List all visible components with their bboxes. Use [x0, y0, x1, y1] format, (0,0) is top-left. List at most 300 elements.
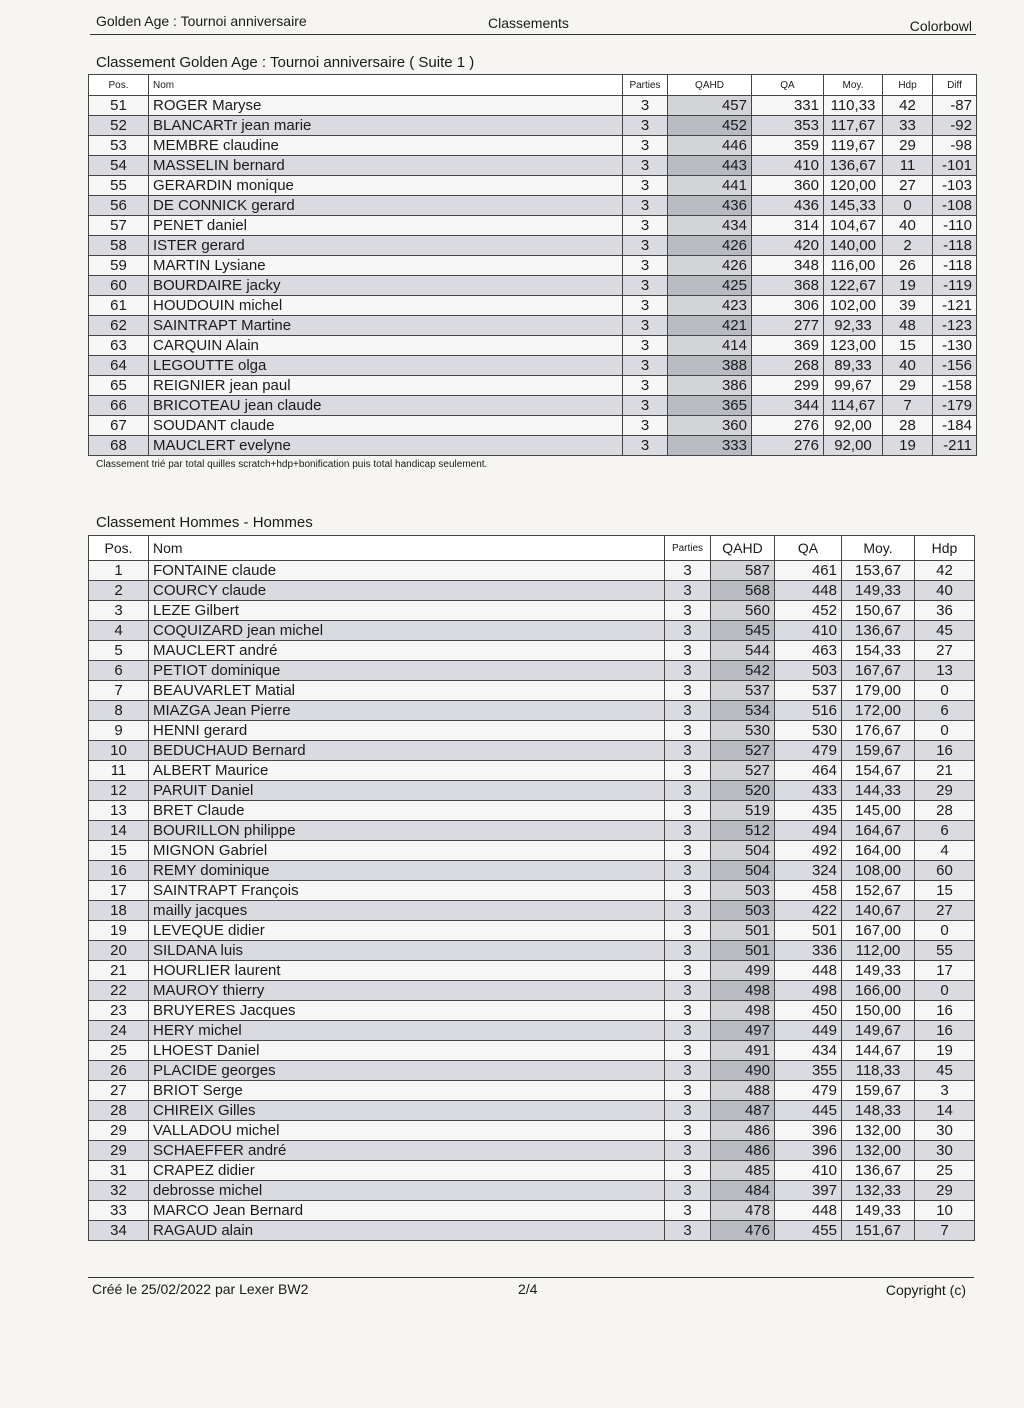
cell-hdp: 2	[883, 236, 933, 256]
cell-parties: 3	[623, 196, 668, 216]
cell-qahd: 527	[711, 761, 775, 781]
table-row	[89, 356, 977, 376]
cell-qahd: 542	[711, 661, 775, 681]
cell-name: REIGNIER jean paul	[149, 376, 623, 396]
cell-qahd: 499	[711, 961, 775, 981]
cell-parties: 3	[623, 116, 668, 136]
cell-moy: 118,33	[842, 1061, 915, 1081]
cell-pos: 59	[89, 256, 149, 276]
cell-parties: 3	[665, 921, 711, 941]
table-row	[89, 701, 975, 721]
cell-pos: 9	[89, 721, 149, 741]
cell-qa: 397	[775, 1181, 842, 1201]
column-header-pos: Pos.	[89, 536, 149, 561]
cell-parties: 3	[623, 136, 668, 156]
cell-name: ISTER gerard	[149, 236, 623, 256]
cell-qa: 461	[775, 561, 842, 581]
cell-qa: 396	[775, 1141, 842, 1161]
cell-hdp: 29	[915, 1181, 975, 1201]
cell-parties: 3	[623, 316, 668, 336]
table-row	[89, 641, 975, 661]
cell-moy: 154,67	[842, 761, 915, 781]
cell-qa: 464	[775, 761, 842, 781]
cell-name: HERY michel	[149, 1021, 665, 1041]
cell-diff: -184	[933, 416, 977, 436]
cell-hdp: 27	[915, 641, 975, 661]
cell-name: COURCY claude	[149, 581, 665, 601]
cell-moy: 116,00	[824, 256, 883, 276]
table-row	[89, 1001, 975, 1021]
cell-qahd: 388	[668, 356, 752, 376]
cell-pos: 52	[89, 116, 149, 136]
cell-hdp: 25	[915, 1161, 975, 1181]
cell-name: VALLADOU michel	[149, 1121, 665, 1141]
cell-hdp: 40	[883, 356, 933, 376]
cell-qahd: 503	[711, 901, 775, 921]
table-row	[89, 941, 975, 961]
cell-moy: 150,67	[842, 601, 915, 621]
footer-created-info: Créé le 25/02/2022 par Lexer BW2	[92, 1281, 309, 1297]
cell-qahd: 519	[711, 801, 775, 821]
cell-moy: 110,33	[824, 96, 883, 116]
cell-hdp: 13	[915, 661, 975, 681]
cell-hdp: 16	[915, 1001, 975, 1021]
cell-moy: 145,33	[824, 196, 883, 216]
cell-name: BEDUCHAUD Bernard	[149, 741, 665, 761]
cell-pos: 55	[89, 176, 149, 196]
cell-moy: 92,00	[824, 436, 883, 456]
cell-name: CARQUIN Alain	[149, 336, 623, 356]
cell-pos: 17	[89, 881, 149, 901]
cell-name: MIGNON Gabriel	[149, 841, 665, 861]
cell-hdp: 29	[915, 781, 975, 801]
cell-parties: 3	[623, 96, 668, 116]
cell-qahd: 504	[711, 841, 775, 861]
cell-pos: 32	[89, 1181, 149, 1201]
cell-parties: 3	[665, 1081, 711, 1101]
table-row	[89, 416, 977, 436]
cell-pos: 12	[89, 781, 149, 801]
cell-name: SILDANA luis	[149, 941, 665, 961]
cell-diff: -211	[933, 436, 977, 456]
cell-hdp: 0	[915, 681, 975, 701]
cell-parties: 3	[623, 236, 668, 256]
cell-parties: 3	[665, 741, 711, 761]
cell-parties: 3	[665, 1001, 711, 1021]
header-tournament-name: Golden Age : Tournoi anniversaire	[96, 13, 307, 29]
cell-moy: 136,67	[842, 621, 915, 641]
cell-qahd: 497	[711, 1021, 775, 1041]
cell-name: FONTAINE claude	[149, 561, 665, 581]
cell-moy: 117,67	[824, 116, 883, 136]
cell-qahd: 488	[711, 1081, 775, 1101]
table-row	[89, 1141, 975, 1161]
cell-qa: 498	[775, 981, 842, 1001]
cell-moy: 179,00	[842, 681, 915, 701]
cell-qahd: 423	[668, 296, 752, 316]
cell-moy: 108,00	[842, 861, 915, 881]
cell-name: mailly jacques	[149, 901, 665, 921]
cell-name: BRUYERES Jacques	[149, 1001, 665, 1021]
cell-moy: 148,33	[842, 1101, 915, 1121]
cell-hdp: 42	[883, 96, 933, 116]
cell-pos: 57	[89, 216, 149, 236]
cell-qa: 336	[775, 941, 842, 961]
cell-qahd: 486	[711, 1141, 775, 1161]
cell-parties: 3	[665, 581, 711, 601]
cell-hdp: 19	[915, 1041, 975, 1061]
cell-moy: 119,67	[824, 136, 883, 156]
cell-hdp: 33	[883, 116, 933, 136]
table-row	[89, 821, 975, 841]
table-row	[89, 1121, 975, 1141]
cell-hdp: 30	[915, 1141, 975, 1161]
cell-moy: 166,00	[842, 981, 915, 1001]
cell-qa: 410	[775, 621, 842, 641]
cell-name: SCHAEFFER andré	[149, 1141, 665, 1161]
cell-qahd: 490	[711, 1061, 775, 1081]
cell-moy: 140,67	[842, 901, 915, 921]
cell-hdp: 60	[915, 861, 975, 881]
cell-qa: 450	[775, 1001, 842, 1021]
cell-hdp: 30	[915, 1121, 975, 1141]
cell-name: RAGAUD alain	[149, 1221, 665, 1241]
cell-parties: 3	[665, 1161, 711, 1181]
cell-qahd: 501	[711, 921, 775, 941]
table-row	[89, 296, 977, 316]
cell-parties: 3	[665, 841, 711, 861]
cell-name: HOURLIER laurent	[149, 961, 665, 981]
table-row	[89, 136, 977, 156]
cell-qahd: 527	[711, 741, 775, 761]
cell-qahd: 452	[668, 116, 752, 136]
table-row	[89, 861, 975, 881]
cell-qa: 452	[775, 601, 842, 621]
cell-pos: 67	[89, 416, 149, 436]
cell-qa: 537	[775, 681, 842, 701]
cell-name: LEGOUTTE olga	[149, 356, 623, 376]
cell-hdp: 26	[883, 256, 933, 276]
cell-moy: 164,67	[842, 821, 915, 841]
cell-parties: 3	[665, 1101, 711, 1121]
cell-name: PARUIT Daniel	[149, 781, 665, 801]
cell-pos: 13	[89, 801, 149, 821]
cell-parties: 3	[623, 356, 668, 376]
table-row	[89, 761, 975, 781]
table-row	[89, 116, 977, 136]
cell-hdp: 16	[915, 741, 975, 761]
cell-qahd: 360	[668, 416, 752, 436]
cell-name: PETIOT dominique	[149, 661, 665, 681]
cell-parties: 3	[665, 901, 711, 921]
cell-qahd: 498	[711, 981, 775, 1001]
cell-parties: 3	[665, 941, 711, 961]
cell-name: BEAUVARLET Matial	[149, 681, 665, 701]
cell-qa: 494	[775, 821, 842, 841]
cell-pos: 3	[89, 601, 149, 621]
cell-pos: 21	[89, 961, 149, 981]
cell-qa: 276	[752, 436, 824, 456]
table-row	[89, 1061, 975, 1081]
cell-hdp: 36	[915, 601, 975, 621]
cell-hdp: 0	[915, 721, 975, 741]
table-row	[89, 396, 977, 416]
cell-hdp: 39	[883, 296, 933, 316]
table-row	[89, 881, 975, 901]
cell-qa: 448	[775, 1201, 842, 1221]
table-row	[89, 961, 975, 981]
cell-hdp: 19	[883, 276, 933, 296]
table-row	[89, 601, 975, 621]
cell-qa: 396	[775, 1121, 842, 1141]
cell-name: REMY dominique	[149, 861, 665, 881]
cell-qa: 503	[775, 661, 842, 681]
cell-pos: 28	[89, 1101, 149, 1121]
cell-moy: 149,67	[842, 1021, 915, 1041]
cell-hdp: 21	[915, 761, 975, 781]
cell-parties: 3	[665, 641, 711, 661]
cell-hdp: 28	[915, 801, 975, 821]
golden-age-ranking-table	[88, 74, 977, 456]
cell-parties: 3	[665, 1041, 711, 1061]
header-section-name: Classements	[488, 15, 569, 31]
cell-pos: 14	[89, 821, 149, 841]
cell-hdp: 45	[915, 1061, 975, 1081]
cell-qa: 448	[775, 581, 842, 601]
column-header-parties: Parties	[623, 75, 668, 96]
cell-qahd: 478	[711, 1201, 775, 1221]
cell-pos: 16	[89, 861, 149, 881]
cell-qahd: 425	[668, 276, 752, 296]
cell-parties: 3	[665, 601, 711, 621]
cell-diff: -119	[933, 276, 977, 296]
cell-name: MAUROY thierry	[149, 981, 665, 1001]
cell-moy: 112,00	[842, 941, 915, 961]
table-row	[89, 1021, 975, 1041]
cell-parties: 3	[665, 781, 711, 801]
cell-qahd: 560	[711, 601, 775, 621]
table-row	[89, 741, 975, 761]
table-row	[89, 156, 977, 176]
cell-hdp: 3	[915, 1081, 975, 1101]
cell-moy: 159,67	[842, 741, 915, 761]
cell-pos: 53	[89, 136, 149, 156]
cell-name: MASSELIN bernard	[149, 156, 623, 176]
table-row	[89, 376, 977, 396]
table-row	[89, 1101, 975, 1121]
table-row	[89, 216, 977, 236]
table-row	[89, 661, 975, 681]
cell-qahd: 501	[711, 941, 775, 961]
men-ranking-table	[88, 535, 975, 1241]
cell-pos: 8	[89, 701, 149, 721]
cell-hdp: 48	[883, 316, 933, 336]
cell-moy: 149,33	[842, 961, 915, 981]
cell-parties: 3	[623, 376, 668, 396]
table-row	[89, 1201, 975, 1221]
cell-qahd: 414	[668, 336, 752, 356]
cell-qa: 344	[752, 396, 824, 416]
cell-qa: 355	[775, 1061, 842, 1081]
cell-diff: -108	[933, 196, 977, 216]
cell-moy: 123,00	[824, 336, 883, 356]
cell-name: PLACIDE georges	[149, 1061, 665, 1081]
cell-hdp: 7	[883, 396, 933, 416]
cell-pos: 34	[89, 1221, 149, 1241]
cell-qa: 435	[775, 801, 842, 821]
cell-parties: 3	[623, 416, 668, 436]
cell-qahd: 530	[711, 721, 775, 741]
cell-qa: 433	[775, 781, 842, 801]
cell-parties: 3	[623, 256, 668, 276]
cell-diff: -98	[933, 136, 977, 156]
cell-hdp: 0	[915, 981, 975, 1001]
column-header-nom: Nom	[149, 536, 665, 561]
cell-qa: 368	[752, 276, 824, 296]
cell-name: SAINTRAPT François	[149, 881, 665, 901]
cell-hdp: 16	[915, 1021, 975, 1041]
cell-name: COQUIZARD jean michel	[149, 621, 665, 641]
cell-pos: 31	[89, 1161, 149, 1181]
cell-qahd: 568	[711, 581, 775, 601]
column-header-qahd: QAHD	[711, 536, 775, 561]
cell-diff: -123	[933, 316, 977, 336]
table-row	[89, 436, 977, 456]
cell-qahd: 545	[711, 621, 775, 641]
table-row	[89, 1041, 975, 1061]
cell-name: MIAZGA Jean Pierre	[149, 701, 665, 721]
cell-moy: 144,67	[842, 1041, 915, 1061]
cell-moy: 140,00	[824, 236, 883, 256]
cell-qahd: 443	[668, 156, 752, 176]
cell-moy: 149,33	[842, 1201, 915, 1221]
cell-qa: 331	[752, 96, 824, 116]
cell-qa: 458	[775, 881, 842, 901]
table-row	[89, 841, 975, 861]
cell-hdp: 40	[915, 581, 975, 601]
cell-hdp: 14	[915, 1101, 975, 1121]
cell-qa: 359	[752, 136, 824, 156]
cell-diff: -103	[933, 176, 977, 196]
cell-qahd: 520	[711, 781, 775, 801]
cell-diff: -118	[933, 236, 977, 256]
cell-qahd: 537	[711, 681, 775, 701]
cell-pos: 54	[89, 156, 149, 176]
cell-qa: 422	[775, 901, 842, 921]
column-header-hdp: Hdp	[915, 536, 975, 561]
cell-hdp: 29	[883, 136, 933, 156]
cell-qahd: 504	[711, 861, 775, 881]
cell-qa: 479	[775, 741, 842, 761]
cell-qa: 448	[775, 961, 842, 981]
cell-qa: 455	[775, 1221, 842, 1241]
cell-parties: 3	[623, 276, 668, 296]
cell-parties: 3	[665, 801, 711, 821]
table-row	[89, 1081, 975, 1101]
cell-pos: 18	[89, 901, 149, 921]
cell-qa: 410	[752, 156, 824, 176]
cell-parties: 3	[665, 1121, 711, 1141]
cell-name: LEZE Gilbert	[149, 601, 665, 621]
cell-qa: 277	[752, 316, 824, 336]
cell-qahd: 487	[711, 1101, 775, 1121]
column-header-moy: Moy.	[824, 75, 883, 96]
cell-pos: 64	[89, 356, 149, 376]
cell-moy: 102,00	[824, 296, 883, 316]
cell-qa: 420	[752, 236, 824, 256]
column-header-diff: Diff	[933, 75, 977, 96]
cell-parties: 3	[665, 1061, 711, 1081]
cell-hdp: 27	[915, 901, 975, 921]
table-row	[89, 316, 977, 336]
cell-name: MEMBRE claudine	[149, 136, 623, 156]
cell-qahd: 534	[711, 701, 775, 721]
cell-pos: 26	[89, 1061, 149, 1081]
cell-qa: 360	[752, 176, 824, 196]
cell-hdp: 55	[915, 941, 975, 961]
cell-qahd: 491	[711, 1041, 775, 1061]
cell-diff: -121	[933, 296, 977, 316]
cell-qahd: 365	[668, 396, 752, 416]
cell-qa: 314	[752, 216, 824, 236]
cell-moy: 152,67	[842, 881, 915, 901]
cell-qa: 516	[775, 701, 842, 721]
cell-hdp: 6	[915, 701, 975, 721]
cell-moy: 92,33	[824, 316, 883, 336]
cell-pos: 11	[89, 761, 149, 781]
column-header-moy: Moy.	[842, 536, 915, 561]
cell-name: BRICOTEAU jean claude	[149, 396, 623, 416]
cell-moy: 145,00	[842, 801, 915, 821]
cell-pos: 15	[89, 841, 149, 861]
cell-qa: 348	[752, 256, 824, 276]
table-row	[89, 721, 975, 741]
cell-qa: 324	[775, 861, 842, 881]
cell-moy: 151,67	[842, 1221, 915, 1241]
cell-pos: 20	[89, 941, 149, 961]
cell-qa: 463	[775, 641, 842, 661]
table-row	[89, 581, 975, 601]
cell-pos: 65	[89, 376, 149, 396]
cell-qa: 449	[775, 1021, 842, 1041]
cell-diff: -118	[933, 256, 977, 276]
cell-parties: 3	[623, 436, 668, 456]
cell-parties: 3	[665, 701, 711, 721]
cell-pos: 23	[89, 1001, 149, 1021]
cell-moy: 164,00	[842, 841, 915, 861]
page-header	[90, 10, 976, 35]
cell-qahd: 457	[668, 96, 752, 116]
cell-moy: 136,67	[842, 1161, 915, 1181]
cell-name: SAINTRAPT Martine	[149, 316, 623, 336]
cell-hdp: 4	[915, 841, 975, 861]
header-venue-name: Colorbowl	[909, 18, 972, 34]
cell-pos: 2	[89, 581, 149, 601]
cell-parties: 3	[665, 661, 711, 681]
cell-pos: 4	[89, 621, 149, 641]
table-row	[89, 236, 977, 256]
cell-moy: 153,67	[842, 561, 915, 581]
cell-pos: 24	[89, 1021, 149, 1041]
cell-pos: 58	[89, 236, 149, 256]
cell-moy: 176,67	[842, 721, 915, 741]
cell-qahd: 434	[668, 216, 752, 236]
table-row	[89, 781, 975, 801]
cell-moy: 150,00	[842, 1001, 915, 1021]
cell-pos: 10	[89, 741, 149, 761]
cell-diff: -110	[933, 216, 977, 236]
column-header-hdp: Hdp	[883, 75, 933, 96]
